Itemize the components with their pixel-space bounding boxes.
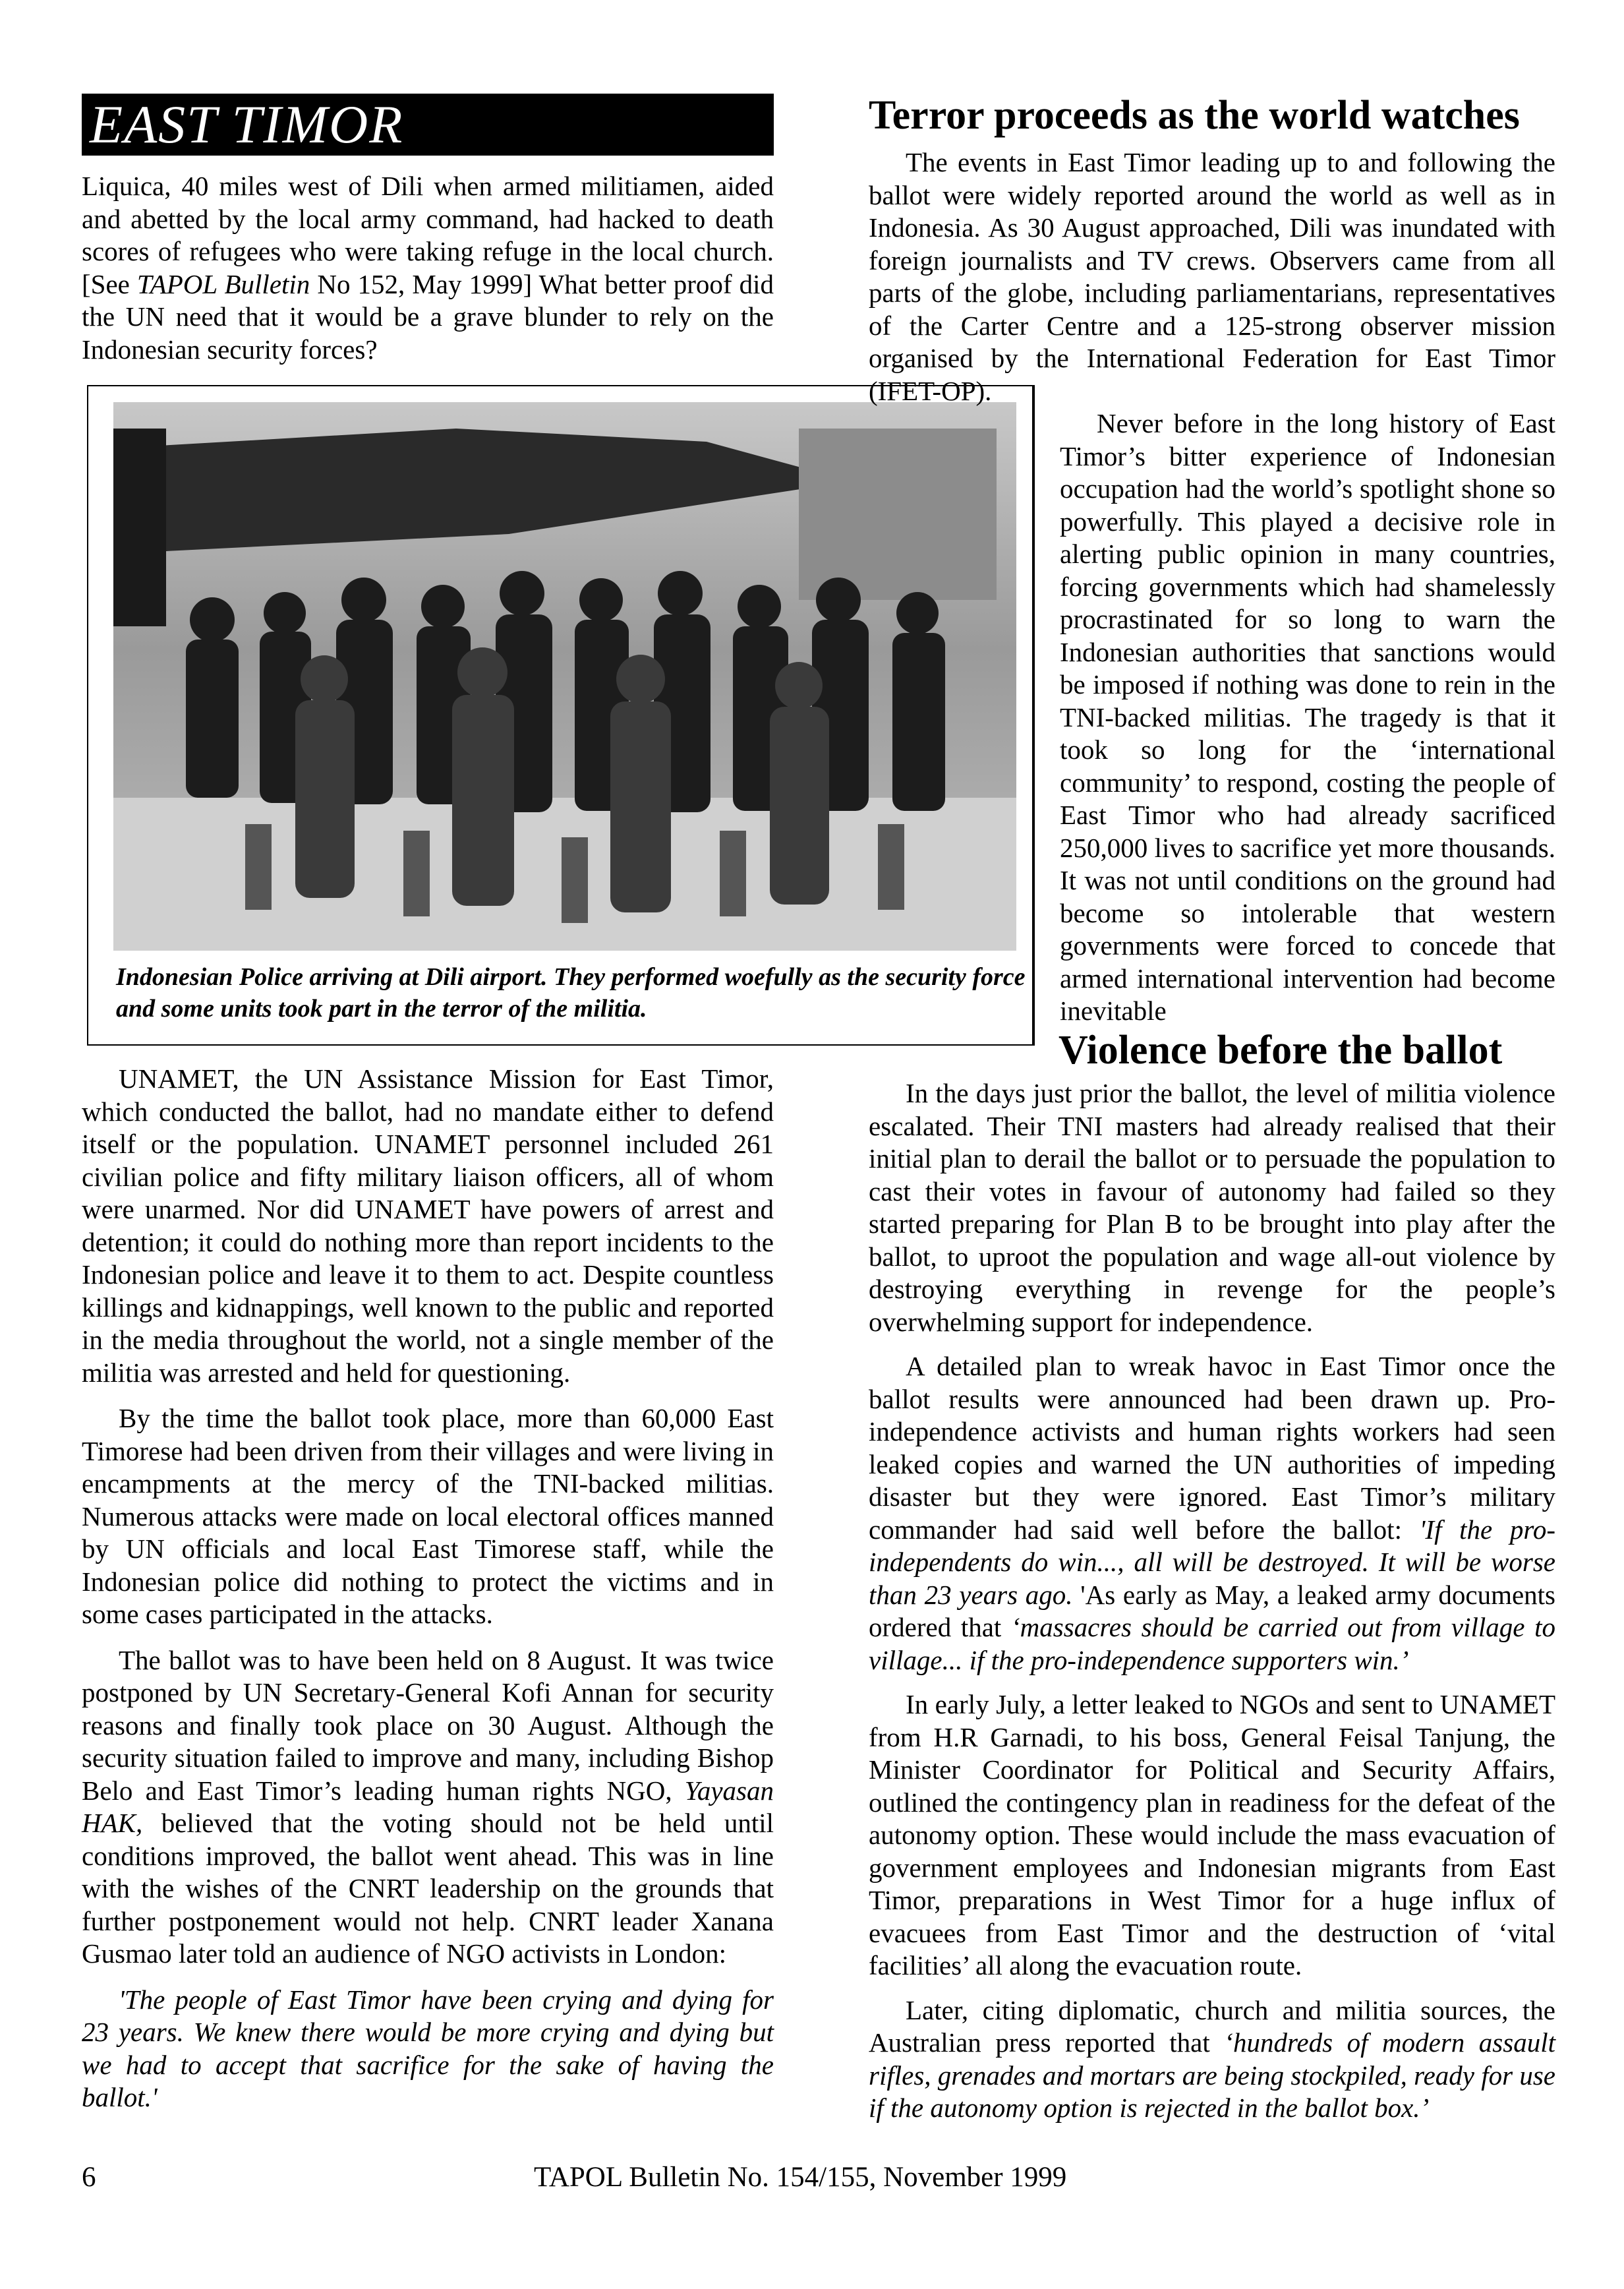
frame-rule <box>1032 385 1033 1046</box>
section-title: EAST TIMOR <box>90 94 404 154</box>
press-quote: ‘hundreds of modern assault rifles, grenades and mortars are being stockpiled, ready for use if the autonomy option is rejected in the ballot box.’ <box>869 2027 1556 2123</box>
photo-box <box>87 385 1035 1046</box>
violence-text-2a: A detailed plan to wreak havoc in East Timor once the ballot results were announced had been drawn up. Pro-independence activists and human rights workers had seen leaked copies and warned the UN authorities of impeding disaster but they were ignored. East Timor’s military commander had said well before the ballot: <box>869 1351 1555 1545</box>
heading-violence: Violence before the ballot <box>1058 1028 1503 1073</box>
page-number: 6 <box>82 2162 96 2193</box>
paragraph-quote: 'The people of East Timor have been crying and dying for 23 years. We knew there would be more crying and dying but we had to accept that sacrifice for the sake of having the ballot.' <box>82 1984 774 2112</box>
terror-text-1: The events in East Timor leading up to and following the ballot were widely reported around the world as well as in Indonesia. As 30 August approached, Dili was inundated with foreign journalists and TV crews. Observers came from all parts of the globe, including parliamentarians, representatives of the Carter Centre and a 125-strong observer mission organised by the International Federation for East Timor (IFET-OP). <box>869 147 1555 406</box>
left-body <box>82 1063 774 2114</box>
terror-paragraph-1 <box>869 146 1555 407</box>
postponed-org-name: Yayasan HAK, <box>82 1775 774 1838</box>
violence-text-4a: Later, citing diplomatic, church and militia sources, the Australian press reported that <box>869 1994 1555 2058</box>
heading-terror: Terror proceeds as the world watches <box>869 93 1520 138</box>
postponed-text-end: believed that the voting should not be held until conditions improved, the ballot went ahead. This was in line with the wishes of the CNRT leadership on the grounds that further postponement would not help. CNRT leader Xanana Gusmao later told an audience of NGO activists in London: <box>82 1808 774 1969</box>
terror-paragraph-2 <box>1060 407 1555 1028</box>
violence-text-2b: 'As early as May, a leaked army documents ordered that <box>869 1579 1556 1642</box>
section-masthead <box>82 94 774 156</box>
violence-paragraph-3: In early July, a letter leaked to NGOs and sent to UNAMET from H.R Garnadi, to his boss, General Feisal Tanjung, the Minister Coordinator for Political and Security Affairs, outlined the contingency plan in readiness for the defeat of the autonomy option. These would include the mass evacuation of government employees and Indonesian migrants from East Timor, preparations in West Timor for a huge influx of evacuees from East Timor and the destruction of ‘vital facilities’ all along the evacuation route. <box>869 1689 1555 1980</box>
paragraph-ballot-time: By the time the ballot took place, more than 60,000 East Timorese had been driven from their villages and were living in encampments at the mercy of the TNI-backed militias. Numerous attacks were made on local electoral offices manned by UN officials and local East Timorese staff, while the Indonesian police did nothing to protect the victims and in some cases participated in the attacks. <box>82 1403 774 1629</box>
violence-paragraph-4 <box>869 1994 1555 2125</box>
commander-quote: 'If the pro-independents do win..., all will be destroyed. It will be worse than 23 years ago. <box>869 1514 1555 1610</box>
violence-paragraph-2 <box>869 1350 1555 1677</box>
photo-caption: Indonesian Police arriving at Dili airport. They performed woefully as the security force and some units took part in the terror of the militia. <box>116 963 1026 1023</box>
publication-footer: TAPOL Bulletin No. 154/155, November 1999 <box>534 2162 1067 2193</box>
photo-illustration <box>113 402 1016 951</box>
postponed-text: The ballot was to have been held on 8 August. It was twice postponed by UN Secretary-General Kofi Annan for security reasons and finally took place on 30 August. Although the security situation failed to improve and many, including Bishop Belo and East Timor’s leading human rights NGO, <box>82 1644 774 1806</box>
police-photo <box>113 402 1016 951</box>
terror-text-2: Never before in the long history of East Timor’s bitter experience of Indonesian occupation had the world’s spotlight shone so powerfully. This played a decisive role in alerting public opinion in many countries, forcing governments which had shamelessly procrastinated for so long to warn the Indonesian authorities that sanctions would be imposed if nothing was done to rein in the TNI-backed militias. The tragedy is that it took so long for the ‘international community’ to respond, costing the people of East Timor who had already sacrificed 250,000 lives to sacrifice yet more thousands. It was not until conditions on the ground had become so intolerable that western governments were forced to concede that armed international intervention had become inevitable <box>1060 408 1555 1026</box>
violence-body <box>869 1077 1555 2125</box>
paragraph-unamet: UNAMET, the UN Assistance Mission for East Timor, which conducted the ballot, had no mandate either to defend itself or the population. UNAMET personnel included 261 civilian police and fifty military liaison officers, all of whom were unarmed. Nor did UNAMET have powers of arrest and detention; it could do nothing more than report incidents to the Indonesian police and leave it to them to act. Despite countless killings and kidnappings, well known to the public and reported in the media throughout the world, not a single member of the militia was arrested and held for questioning. <box>82 1063 774 1388</box>
violence-paragraph-1: In the days just prior the ballot, the level of militia violence escalated. Their TNI masters had already realised that their initial plan to derail the ballot or to persuade the population to cast their votes in favour of autonomy had failed so they started preparing for Plan B to be brought into play after the ballot, to uproot the population and wage all-out violence by destroying everything in revenge for the people’s overwhelming support for independence. <box>869 1078 1555 1337</box>
intro-text: Liquica, 40 miles west of Dili when armed militiamen, aided and abetted by the local army command, had hacked to death scores of refugees who were taking refuge in the local church. [See <box>82 171 774 299</box>
intro-text-end: No 152, May 1999] What better proof did the UN need that it would be a grave blunder to rely on the Indonesian security forces? <box>82 268 774 365</box>
paragraph-postponed <box>82 1644 774 1971</box>
intro-publication-ref: TAPOL Bulletin <box>136 268 310 299</box>
intro-paragraph <box>82 170 774 366</box>
army-document-quote: ‘massacres should be carried out from village to village... if the pro-independence supporters win.’ <box>869 1612 1555 1675</box>
